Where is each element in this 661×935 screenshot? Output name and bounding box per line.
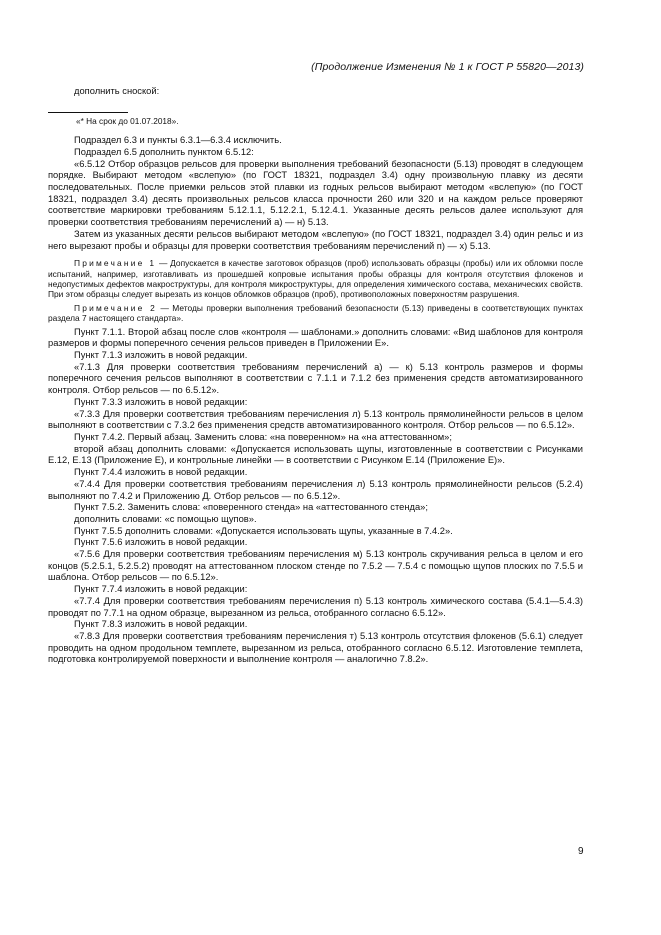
paragraph: «7.7.4 Для проверки соответствия требованиям перечисления п) 5.13 контроль химического состава (5.4.1—5.4.3) проводят по 7.7.1 на одном образце, вырезанном из рельса, отобранного согласно 6.5.12».: [48, 595, 583, 618]
paragraph: «7.1.3 Для проверки соответствия требованиям перечислений а) — к) 5.13 контроль размеров и формы поперечного сечения рельсов выполняют в соответствии с 7.1.1 и 7.1.2 без применения средств автоматизированного контроля. Отбор рельсов — по 6.5.12».: [48, 361, 583, 396]
paragraph: Подраздел 6.5 дополнить пунктом 6.5.12:: [74, 146, 254, 157]
note-1: [48, 258, 583, 300]
note-2-label: Примечание 2: [74, 302, 157, 313]
paragraph: Пункт 7.3.3 изложить в новой редакции:: [74, 396, 248, 407]
paragraph: Пункт 7.1.1. Второй абзац после слов «контроля — шаблонами.» дополнить словами: «Вид шаблонов для контроля размеров и формы поперечного сечения рельсов приведен в Приложении Е».: [48, 326, 583, 349]
paragraph: Пункт 7.5.5 дополнить словами: «Допускается использовать щупы, указанные в 7.4.2».: [74, 525, 453, 536]
footnote-separator: [48, 112, 128, 113]
paragraph: Пункт 7.7.4 изложить в новой редакции:: [74, 584, 248, 595]
paragraph: Пункт 7.4.2. Первый абзац. Заменить слова: «на поверенном» на «на аттестованном»;: [74, 432, 452, 442]
intro-paragraph: дополнить сноской:: [74, 86, 160, 96]
note-2: [48, 303, 583, 324]
footnote: «* На срок до 01.07.2018».: [76, 115, 179, 126]
paragraph: Пункт 7.1.3 изложить в новой редакции.: [74, 350, 248, 361]
paragraph: дополнить словами: «с помощью щупов».: [74, 513, 257, 524]
note-2-text: — Методы проверки выполнения требований безопасности (5.13) приведены в соответствующих пунктах раздела 7 настоящего стандарта».: [48, 302, 583, 324]
paragraph: Пункт 7.5.6 изложить в новой редакции.: [74, 537, 248, 548]
paragraph: Пункт 7.5.2. Заменить слова: «поверенного стенда» на «аттестованного стенда»;: [74, 502, 428, 513]
paragraph: «7.3.3 Для проверки соответствия требованиям перечисления л) 5.13 контроль прямолинейности рельсов в целом выполняют в соответствии с 7.3.2 без применения средств автоматизированного контроля. Отбор рельсов — по 6.5.12».: [48, 408, 583, 431]
paragraph: «6.5.12 Отбор образцов рельсов для проверки выполнения требований безопасности (5.13) проводят в следующем порядке. Выбирают методом «вслепую» (по ГОСТ 18321, подраздел 3.4) одну произвольную плавку из десяти последовательных. После приемки рельсов этой плавки из годных рельсов выбирают методом «вслепую» (по ГОСТ 18321, подраздел 3.4) десять произвольных рельсов класса прочности 260 или 320 и на каждом рельсе проверяют соответствие маркировки требованиям 5.12.1.1, 5.12.2.1, 5.12.4.1. Указанные десять рельсов далее используют для проверки соответствия требованиям перечислений а) — н) 5.13.: [48, 158, 583, 228]
paragraph: «7.8.3 Для проверки соответствия требованиям перечисления т) 5.13 контроль отсутствия флокенов (5.6.1) следует проводить на одном продольном темплете, вырезанном из рельса, отобранного согласно 6.5.12. Изготовление темплета, подготовка контролируемой поверхности и выполнение контроля — аналогично 7.8.2».: [48, 630, 583, 665]
paragraph: Пункт 7.4.4 изложить в новой редакции.: [74, 467, 248, 478]
document-body: [48, 86, 583, 666]
paragraph: Подраздел 6.3 и пункты 6.3.1—6.3.4 исключить.: [74, 135, 282, 146]
page-number: 9: [578, 846, 584, 857]
paragraph: второй абзац дополнить словами: «Допускается использовать щупы, изготовленные в соответствии с Рисунками Е.12, Е.13 (Приложение Е), и контрольные линейки — в соответствии с Рисунком Е.14 (Приложение Е)».: [48, 443, 583, 466]
paragraph: «7.5.6 Для проверки соответствия требованиям перечисления м) 5.13 контроль скручивания рельса в целом и его концов (5.2.5.1, 5.2.5.2) проводят на аттестованном плоском стенде по 7.5.2 — 7.5.4 с помощью щупов плоских по 7.5.5 и шаблона. Отбор рельсов — по 6.5.12».: [48, 549, 583, 583]
page-header: (Продолжение Изменения № 1 к ГОСТ Р 55820—2013): [311, 61, 584, 73]
note-1-label: Примечание 1: [74, 258, 157, 269]
paragraph: «7.4.4 Для проверки соответствия требованиям перечисления л) 5.13 контроль прямолинейности рельсов (5.2.4) выполняют по 7.4.2 и Приложению Д. Отбор рельсов — по 6.5.12».: [48, 478, 583, 501]
paragraph: Затем из указанных десяти рельсов выбирают методом «вслепую» (по ГОСТ 18321, подраздел 3.4) один рельс и из него вырезают пробы и образцы для проверки соответствия требованиям перечислений п) — х) 5.13.: [48, 228, 583, 251]
paragraph: Пункт 7.8.3 изложить в новой редакции.: [74, 619, 248, 630]
note-1-text: — Допускается в качестве заготовок образцов (проб) использовать образцы (пробы) или их обломки после испытаний, например, изготавливать из прошедшей копровые испытания пробы образцы для контроля отсутствия флокенов и недопустимых дефектов макроструктуры, для контроля микроструктуры, для определения химического состава, механических свойств. При этом образцы следует вырезать из концов обломков образцов (проб), противоположных поверхностям разрушения.: [48, 258, 583, 300]
